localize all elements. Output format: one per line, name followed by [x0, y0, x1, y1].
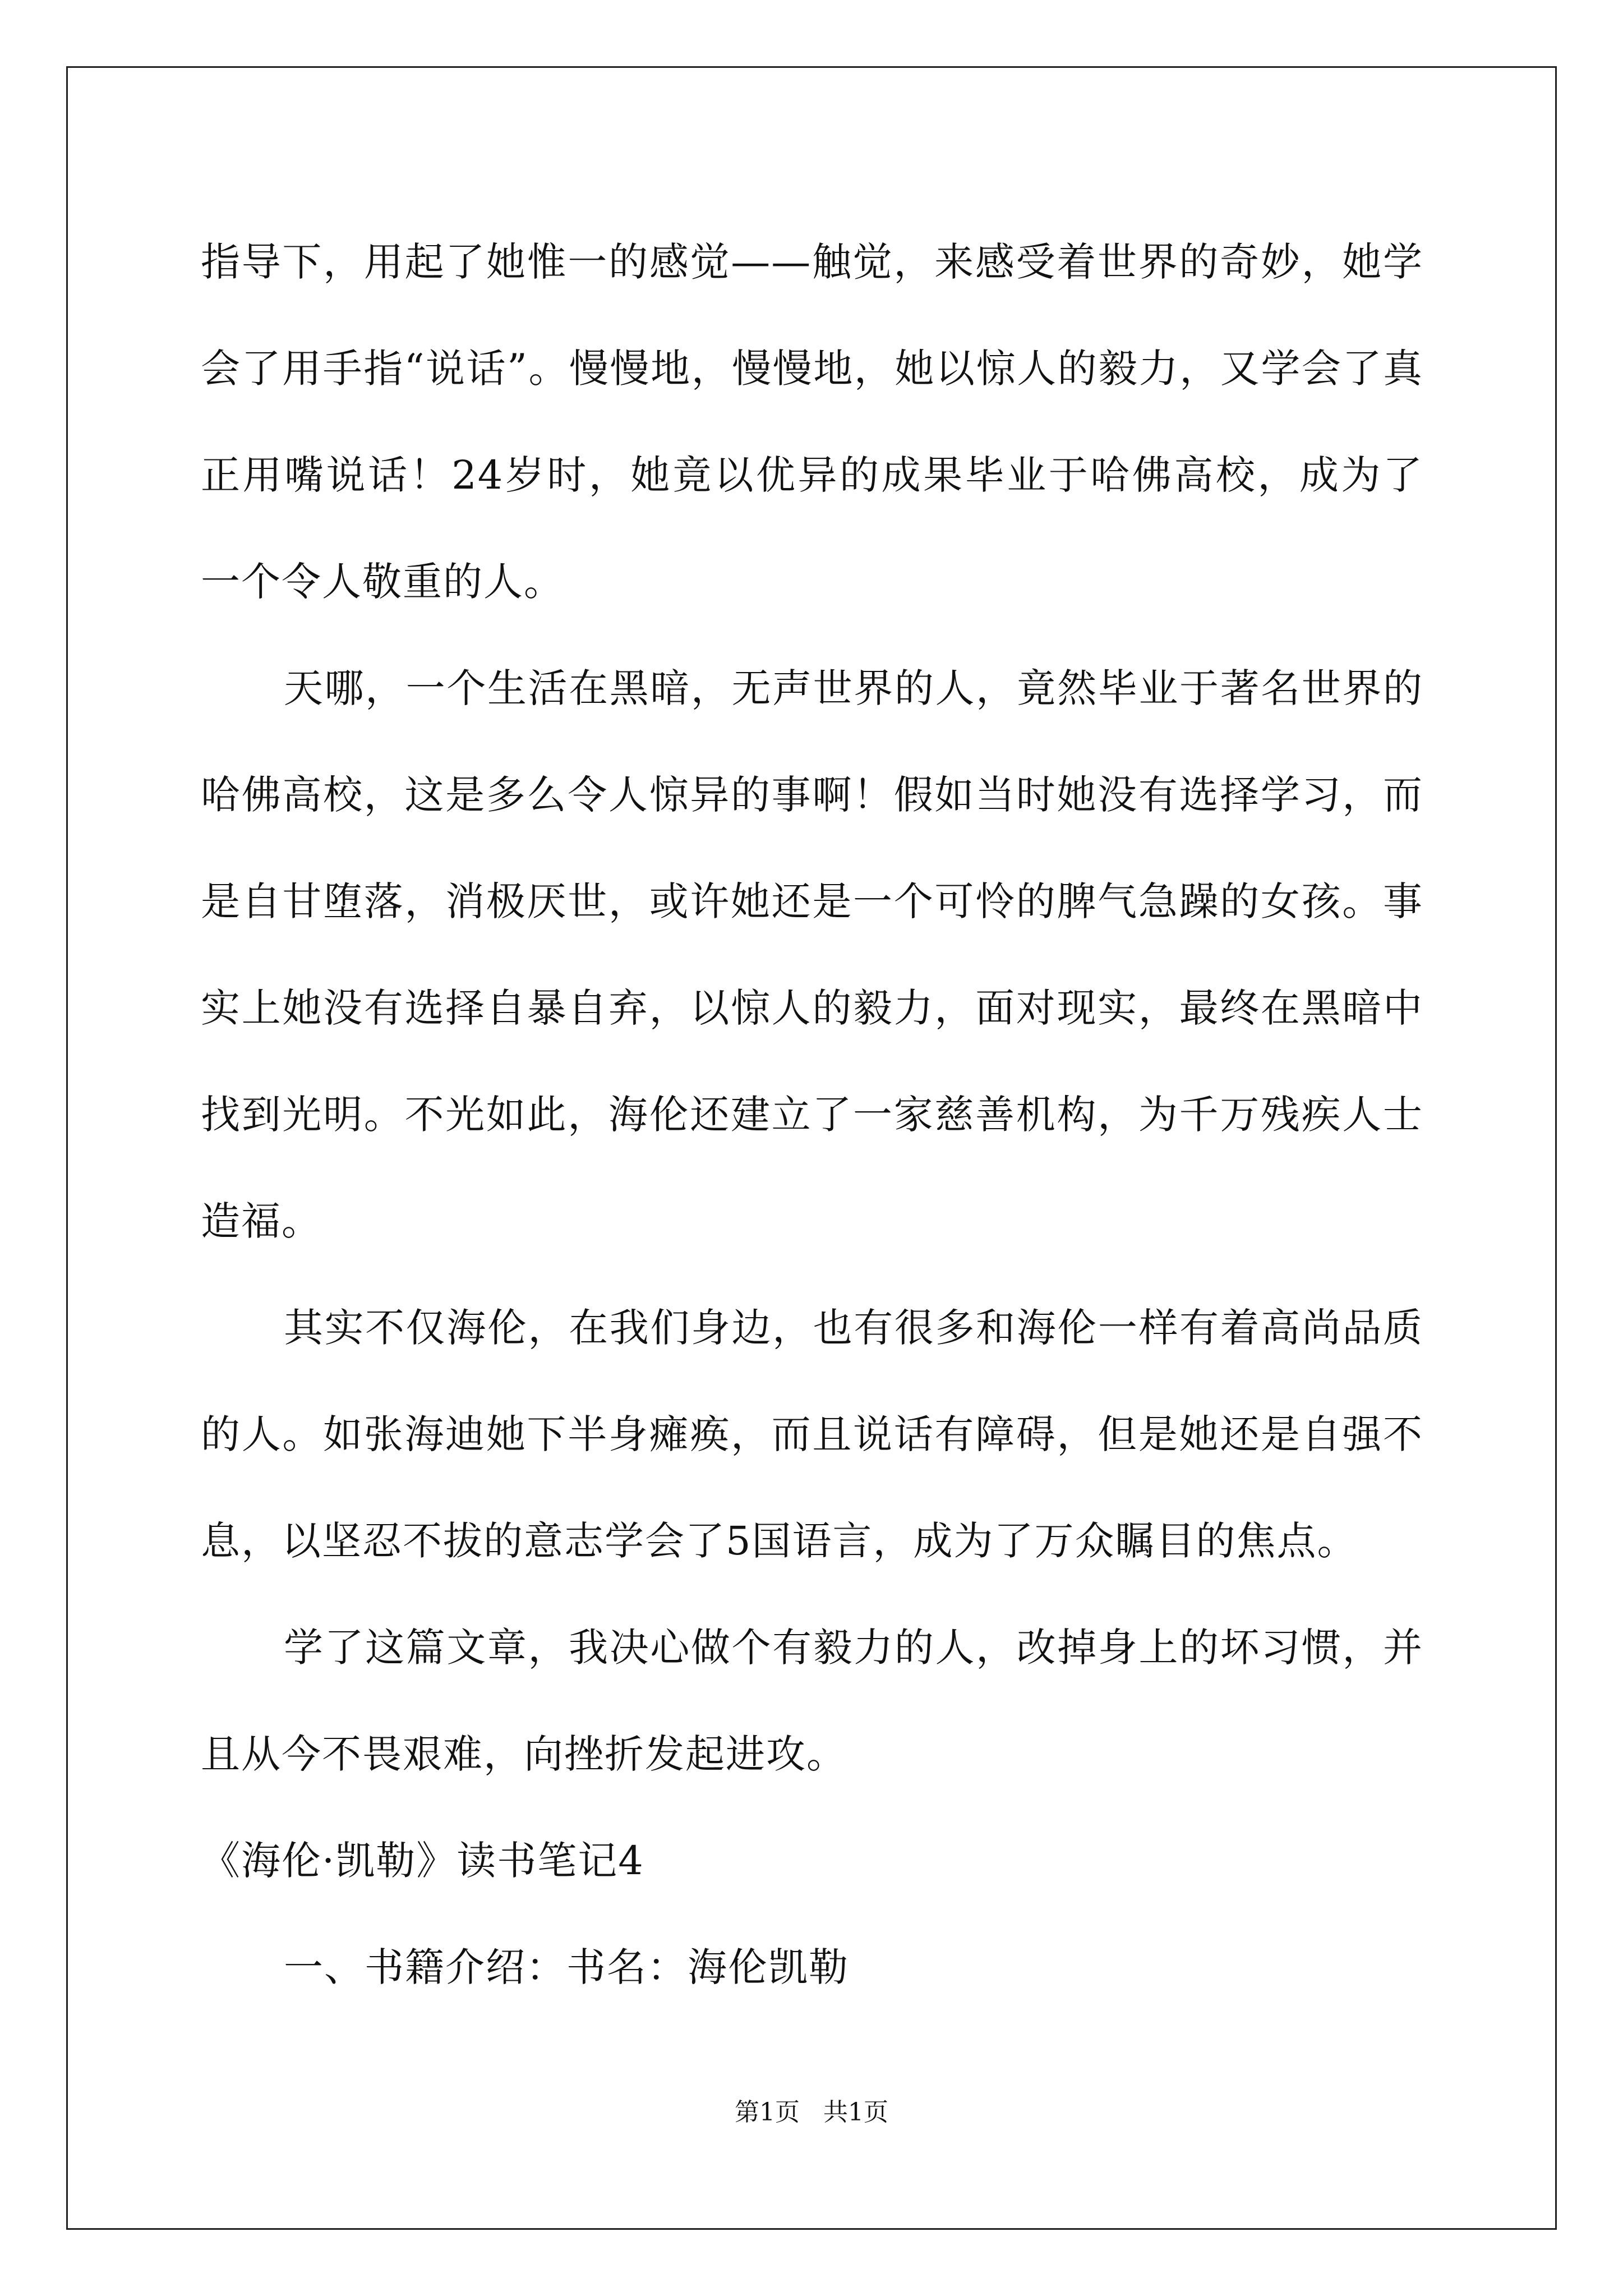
paragraph: 天哪，一个生活在黑暗，无声世界的人，竟然毕业于著名世界的哈佛高校，这是多么令人惊异的事啊！假如当时她没有选择学习，而是自甘堕落，消极厌世，或许她还是一个可怜的脾气急躁的女孩。事实上她没有选择自暴自弃，以惊人的毅力，面对现实，最终在黑暗中找到光明。不光如此，海伦还建立了一家慈善机构，为千万残疾人士造福。 — [201, 665, 1423, 1244]
section-intro: 一、书籍介绍：书名：海伦凯勒 — [284, 1944, 849, 1990]
document-body — [201, 209, 1423, 2021]
page-total: 共1页 — [823, 2098, 888, 2127]
paragraph: 学了这篇文章，我决心做个有毅力的人，改掉身上的坏习惯，并且从今不畏艰难，向挫折发起进攻。 — [201, 1625, 1423, 1777]
paragraph-continuation: 指导下，用起了她惟一的感觉——触觉，来感受着世界的奇妙，她学会了用手指“说话”。慢慢地，慢慢地，她以惊人的毅力，又学会了真正用嘴说话！24岁时，她竟以优异的成果毕业于哈佛高校，成为了一个令人敬重的人。 — [201, 239, 1423, 605]
page-number: 第1页 — [735, 2098, 800, 2127]
section-title: 《海伦·凯勒》读书笔记4 — [201, 1838, 644, 1884]
paragraph: 其实不仅海伦，在我们身边，也有很多和海伦一样有着高尚品质的人。如张海迪她下半身瘫痪，而且说话有障碍，但是她还是自强不息，以坚忍不拔的意志学会了5国语言，成为了万众瞩目的焦点。 — [201, 1305, 1423, 1564]
page-footer — [0, 2096, 1623, 2129]
